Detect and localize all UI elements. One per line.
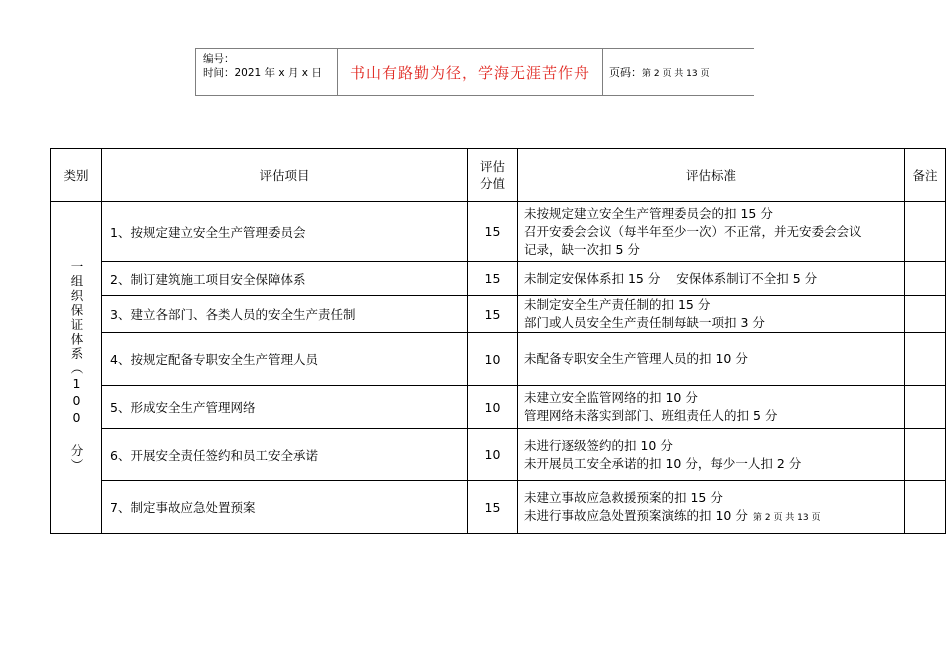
page-prefix: 页码：: [609, 66, 642, 79]
item-cell: 4、按规定配备专职安全生产管理人员: [102, 333, 468, 386]
standard-line: 未进行逐级签约的扣 10 分: [524, 437, 673, 453]
header-category: 类别: [51, 149, 102, 202]
page-footer-overlay: 第 2 页 共 13 页: [753, 513, 821, 523]
standard-line: 记录，缺一次扣 5 分: [524, 241, 640, 257]
standard-line: 部门或人员安全生产责任制每缺一项扣 3 分: [524, 315, 765, 330]
standard-line: 未配备专职安全生产管理人员的扣 10 分: [524, 351, 748, 366]
header-meta: [196, 49, 338, 95]
standard-cell: [518, 296, 905, 333]
score-cell: 10: [468, 386, 518, 429]
table-row: [51, 333, 946, 386]
score-cell: 10: [468, 429, 518, 481]
score-cell: 15: [468, 202, 518, 262]
item-cell: 7、制定事故应急处置预案: [102, 481, 468, 534]
table-row: [51, 202, 946, 262]
number-label: 编号：: [203, 53, 235, 65]
table-header-row: [51, 149, 946, 202]
remark-cell: [905, 429, 946, 481]
standard-line: 召开安委会会议（每半年至少一次）不正常，并无安委会会议: [524, 223, 862, 239]
item-cell: 2、制订建筑施工项目安全保障体系: [102, 262, 468, 296]
standard-cell: [518, 481, 905, 534]
date-label: 时间：2021 年 x 月 x 日: [203, 67, 322, 79]
standard-line: 管理网络未落实到部门、班组责任人的扣 5 分: [524, 408, 778, 423]
standard-cell: [518, 429, 905, 481]
standard-line-wrap: [524, 507, 904, 525]
category-cell: [51, 202, 102, 534]
item-cell: 5、形成安全生产管理网络: [102, 386, 468, 429]
remark-cell: [905, 386, 946, 429]
header-motto: 书山有路勤为径，学海无涯苦作舟: [338, 49, 603, 95]
standard-cell: [518, 333, 905, 386]
remark-cell: [905, 296, 946, 333]
page-number: 第 2 页 共 13 页: [642, 68, 710, 79]
item-cell: 1、按规定建立安全生产管理委员会: [102, 202, 468, 262]
header-item: 评估项目: [102, 149, 468, 202]
header-remark: 备注: [905, 149, 946, 202]
standard-cell: [518, 386, 905, 429]
table-row: [51, 481, 946, 534]
score-cell: 10: [468, 333, 518, 386]
remark-cell: [905, 481, 946, 534]
standard-line: 未进行事故应急处置预案演练的扣 10 分: [524, 508, 748, 523]
remark-cell: [905, 202, 946, 262]
standard-line: 未制定安保体系扣 15 分 安保体系制订不全扣 5 分: [524, 270, 818, 286]
standard-line: 未建立安全监管网络的扣 10 分: [524, 390, 698, 405]
standard-line: 未开展员工安全承诺的扣 10 分，每少一人扣 2 分: [524, 455, 802, 471]
score-cell: 15: [468, 262, 518, 296]
header-score-text: 评估分值: [479, 159, 505, 191]
table-row: [51, 296, 946, 333]
item-cell: 6、开展安全责任签约和员工安全承诺: [102, 429, 468, 481]
table-row: [51, 429, 946, 481]
header-standard: 评估标准: [518, 149, 905, 202]
assessment-table: [50, 148, 946, 534]
table-row: [51, 262, 946, 296]
remark-cell: [905, 333, 946, 386]
table-row: [51, 386, 946, 429]
score-cell: 15: [468, 296, 518, 333]
page-header: [195, 48, 754, 96]
remark-cell: [905, 262, 946, 296]
category-label: 一组织保证体系（100 分）: [69, 259, 84, 473]
standard-line: 未建立事故应急救援预案的扣 15 分: [524, 490, 723, 505]
standard-line: 未制定安全生产责任制的扣 15 分: [524, 297, 711, 312]
item-cell: 3、建立各部门、各类人员的安全生产责任制: [102, 296, 468, 333]
standard-cell: [518, 202, 905, 262]
score-cell: 15: [468, 481, 518, 534]
header-score: [468, 149, 518, 202]
standard-cell: [518, 262, 905, 296]
standard-line: 未按规定建立安全生产管理委员会的扣 15 分: [524, 205, 773, 221]
header-page-info: [603, 49, 755, 95]
